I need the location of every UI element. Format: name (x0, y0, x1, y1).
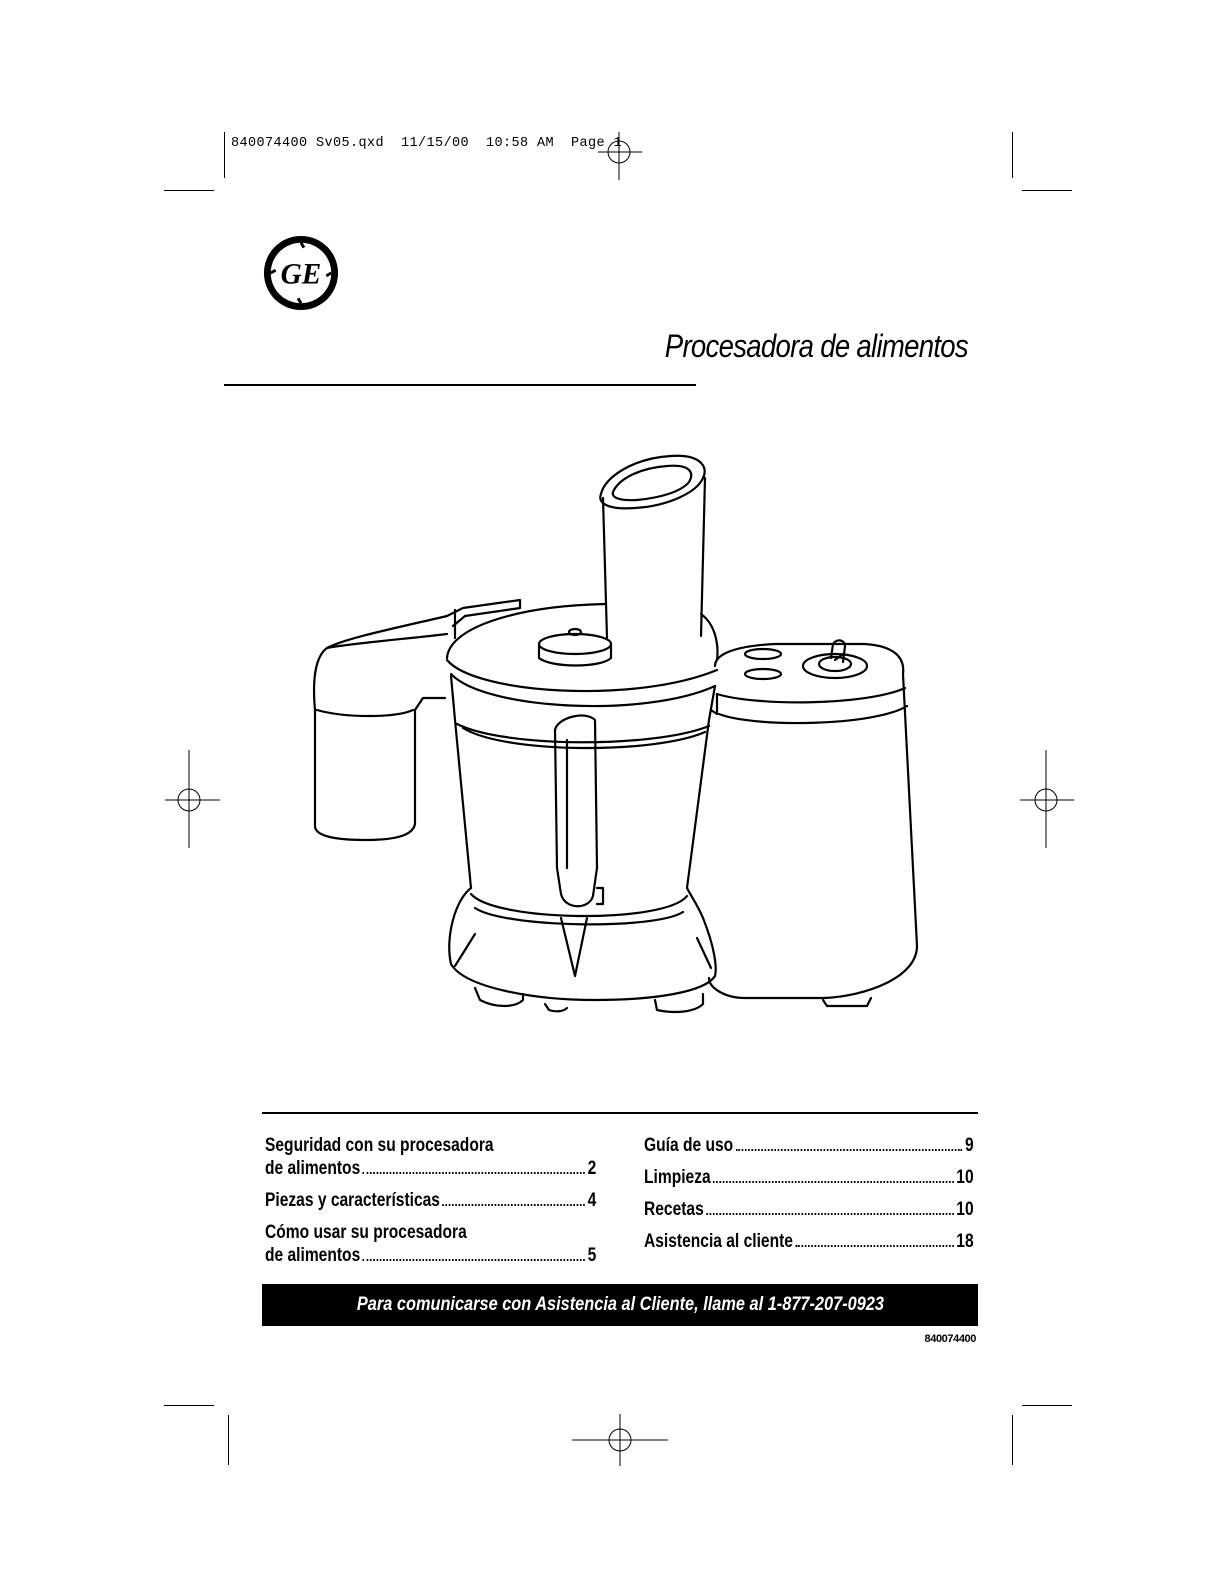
title-divider (224, 384, 696, 386)
toc-page-number: 10 (956, 1167, 974, 1188)
leader-dots (706, 1213, 954, 1215)
toc-entry[interactable] (265, 1134, 596, 1180)
toc-entry-title: Recetas (644, 1199, 704, 1220)
toc-entry[interactable] (644, 1134, 974, 1157)
registration-mark-icon (1018, 750, 1078, 850)
crop-mark (1022, 190, 1072, 191)
leader-dots (442, 1204, 585, 1206)
crop-mark (228, 1415, 229, 1465)
toc-divider (262, 1112, 978, 1114)
toc-page-number: 5 (587, 1245, 597, 1266)
toc-entry[interactable] (265, 1221, 596, 1267)
food-processor-illustration (305, 448, 935, 1018)
toc-page-number: 9 (964, 1135, 974, 1156)
file-slug: 840074400 Sv05.qxd 11/15/00 10:58 AM Page 1 (231, 136, 623, 151)
toc-entry-title: Cómo usar su procesadora (265, 1222, 467, 1243)
toc-page-number: 2 (587, 1158, 597, 1179)
leader-dots (795, 1245, 953, 1247)
ge-logo-icon (262, 234, 340, 312)
toc-entry-title: Piezas y características (265, 1190, 440, 1211)
toc-page-number: 18 (956, 1231, 974, 1252)
registration-mark-icon (570, 1412, 670, 1468)
toc-entry-title-cont: de alimentos (265, 1245, 361, 1266)
toc-entry[interactable] (644, 1166, 974, 1189)
customer-support-banner (262, 1284, 978, 1326)
leader-dots (363, 1172, 585, 1174)
registration-mark-icon (162, 750, 222, 850)
part-number: 840074400 (924, 1333, 976, 1345)
toc-entry[interactable] (265, 1189, 596, 1212)
logo-text: GE (280, 258, 322, 291)
toc-page-number: 4 (587, 1190, 597, 1211)
toc-entry-title: Seguridad con su procesadora (265, 1135, 494, 1156)
crop-mark (164, 190, 214, 191)
leader-dots (736, 1149, 963, 1151)
toc-right-column (644, 1134, 974, 1262)
registration-mark-icon (598, 128, 644, 184)
toc-page-number: 10 (956, 1199, 974, 1220)
crop-mark (164, 1405, 214, 1406)
leader-dots (363, 1259, 585, 1261)
crop-mark (1022, 1405, 1072, 1406)
crop-mark (224, 132, 225, 178)
toc-entry[interactable] (644, 1198, 974, 1221)
toc-entry-title: Limpieza (644, 1167, 711, 1188)
page-title: Procesadora de alimentos (664, 328, 968, 364)
banner-text: Para comunicarse con Asistencia al Cliente, llame al 1-877-207-0923 (356, 1294, 884, 1315)
toc-entry[interactable] (644, 1230, 974, 1253)
toc-left-column (265, 1134, 596, 1276)
toc-entry-title: Guía de uso (644, 1135, 734, 1156)
crop-mark (1012, 132, 1013, 178)
toc-entry-title: Asistencia al cliente (644, 1231, 793, 1252)
crop-mark (1012, 1415, 1013, 1465)
toc-entry-title-cont: de alimentos (265, 1158, 361, 1179)
leader-dots (713, 1181, 954, 1183)
